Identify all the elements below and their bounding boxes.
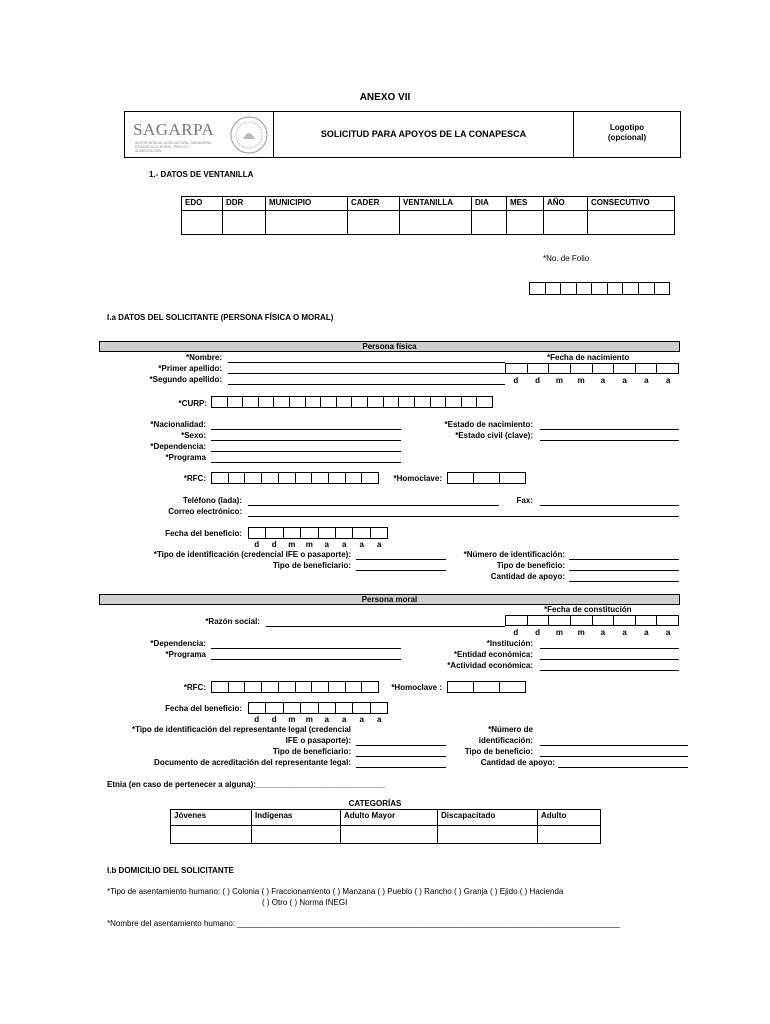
tipo-identificacion-label: *Tipo de identificación (credencial IFE o pasaporte): — [153, 550, 351, 559]
date-letter: a — [377, 715, 382, 724]
folio-boxes[interactable] — [529, 282, 670, 295]
moral-tipo-beneficiario-field[interactable] — [356, 756, 446, 757]
col-ventanilla: VENTANILLA — [400, 197, 472, 211]
fax-field[interactable] — [540, 505, 679, 506]
cell-municipio[interactable] — [266, 211, 348, 235]
header-box — [124, 111, 681, 158]
fecha-constitucion-boxes[interactable] — [505, 615, 679, 626]
fecha-constitucion-label: *Fecha de constitución — [544, 605, 632, 614]
tipo-beneficiario-field[interactable] — [356, 570, 446, 571]
moral-tipo-beneficio-field[interactable] — [540, 756, 688, 757]
tipo-asentamiento-options-2[interactable]: ( ) Otro ( ) Norma INEGI — [262, 898, 348, 907]
correo-field[interactable] — [248, 516, 679, 517]
cantidad-apoyo-field[interactable] — [569, 581, 679, 582]
programa-label: *Programa — [165, 453, 206, 462]
moral-dependencia-field[interactable] — [211, 648, 401, 649]
date-letter: m — [555, 628, 563, 637]
razon-social-field[interactable] — [266, 626, 505, 627]
fecha-nacimiento-label: *Fecha de nacimiento — [547, 353, 630, 362]
tipo-identificacion-field[interactable] — [356, 559, 446, 560]
moral-numero-field[interactable] — [540, 745, 688, 746]
cell-dia[interactable] — [472, 211, 507, 235]
documento-label: Documento de acreditación del representante legal: — [154, 758, 351, 767]
date-letter: a — [644, 376, 649, 385]
moral-rfc-label: *RFC: — [183, 683, 206, 692]
cell-ventanilla[interactable] — [400, 211, 472, 235]
date-letter: a — [622, 628, 627, 637]
tipo-asentamiento-options[interactable]: *Tipo de asentamiento humano: ( ) Colonia ( ) Fraccionamiento ( ) Manzana ( ) Pueblo ( ) Rancho ( ) Granja ( ) Ejido ( ) Hacienda — [107, 887, 564, 896]
cat-indigenas-cell[interactable] — [252, 826, 341, 844]
categorias-title: CATEGORÍAS — [348, 799, 402, 808]
cell-mes[interactable] — [507, 211, 544, 235]
segundo-apellido-field[interactable] — [228, 384, 505, 385]
curp-label: *CURP: — [178, 399, 207, 408]
nombre-field[interactable] — [228, 362, 505, 363]
cantidad-apoyo-label: Cantidad de apoyo: — [490, 572, 565, 581]
estado-nacimiento-label: *Estado de nacimiento: — [444, 420, 533, 429]
date-letter: a — [342, 540, 347, 549]
date-letter: m — [555, 376, 563, 385]
col-consecutivo: CONSECUTIVO — [588, 197, 675, 211]
date-letter: a — [359, 540, 364, 549]
annex-title: ANEXO VII — [359, 92, 411, 103]
moral-fecha-beneficio-label: Fecha del beneficio: — [165, 704, 242, 713]
col-anio: AÑO — [544, 197, 588, 211]
cell-consecutivo[interactable] — [588, 211, 675, 235]
tipo-beneficio-field[interactable] — [569, 570, 679, 571]
cat-adulto: Adulto — [538, 810, 601, 826]
cell-edo[interactable] — [182, 211, 223, 235]
numero-identificacion-label: *Número de identificación: — [463, 550, 565, 559]
fecha-nacimiento-boxes[interactable] — [505, 363, 679, 374]
tipo-id-rep-label-1: *Tipo de identificación del representante legal (credencial — [131, 725, 351, 734]
date-letter: a — [600, 628, 606, 637]
persona-fisica-bar: Persona física — [99, 341, 680, 352]
moral-rfc-boxes[interactable] — [211, 681, 379, 693]
moral-programa-field[interactable] — [211, 659, 401, 660]
moral-tipo-beneficio-label: Tipo de beneficio: — [464, 747, 533, 756]
etnia-field[interactable]: Etnia (en caso de pertenecer a alguna):_____________________________ — [107, 780, 385, 789]
numero-identificacion-field[interactable] — [569, 559, 679, 560]
fecha-beneficio-label: Fecha del beneficio: — [165, 529, 242, 538]
sexo-field[interactable] — [211, 440, 401, 441]
date-letter: a — [665, 628, 671, 637]
date-letter: d — [535, 628, 541, 637]
form-title: SOLICITUD PARA APOYOS DE LA CONAPESCA — [320, 129, 527, 139]
date-letter: a — [622, 376, 627, 385]
correo-label: Correo electrónico: — [168, 507, 242, 516]
moral-tipo-beneficiario-label: Tipo de beneficiario: — [272, 747, 351, 756]
primer-apellido-field[interactable] — [228, 373, 505, 374]
date-letter: a — [377, 540, 382, 549]
estado-civil-field[interactable] — [540, 440, 679, 441]
curp-boxes[interactable] — [211, 396, 493, 408]
ventanilla-table — [181, 196, 675, 235]
razon-social-label: *Razón social: — [205, 617, 260, 626]
fecha-beneficio-format — [248, 540, 388, 549]
moral-cantidad-apoyo-field[interactable] — [558, 767, 688, 768]
dependencia-field[interactable] — [211, 451, 401, 452]
moral-cantidad-apoyo-label: Cantidad de apoyo: — [480, 758, 555, 767]
cat-adulto-mayor-cell[interactable] — [341, 826, 438, 844]
persona-moral-bar: Persona moral — [99, 594, 680, 605]
date-letter: d — [254, 540, 260, 549]
date-letter: a — [600, 376, 606, 385]
col-dia: DIA — [472, 197, 507, 211]
folio-label: *No. de Folio — [543, 254, 590, 263]
date-letter: m — [577, 628, 585, 637]
mexico-seal-icon — [229, 115, 269, 155]
sagarpa-logo-text: SAGARPA — [133, 120, 215, 139]
nacionalidad-label: *Nacionalidad: — [150, 420, 206, 429]
fecha-constitucion-format — [505, 628, 679, 637]
moral-numero-label-1: *Número de — [488, 725, 533, 734]
col-ddr: DDR — [223, 197, 266, 211]
institucion-label: *Institución: — [486, 639, 533, 648]
tipo-beneficio-label: Tipo de beneficio: — [496, 561, 565, 570]
moral-numero-label-2: identificación: — [478, 736, 533, 745]
date-letter: a — [342, 715, 347, 724]
rfc-boxes[interactable] — [211, 472, 379, 484]
logo-placeholder-label: Logotipo — [609, 123, 645, 132]
date-letter: m — [577, 376, 585, 385]
tipo-beneficiario-label: Tipo de beneficiario: — [272, 561, 351, 570]
date-letter: a — [324, 540, 329, 549]
date-letter: d — [535, 376, 541, 385]
entidad-field[interactable] — [540, 659, 679, 660]
date-letter: a — [665, 376, 671, 385]
date-letter: a — [324, 715, 329, 724]
categorias-table — [170, 809, 601, 844]
estado-nacimiento-field[interactable] — [540, 429, 679, 430]
actividad-field[interactable] — [540, 670, 679, 671]
date-letter: a — [644, 628, 649, 637]
sexo-label: *Sexo: — [181, 431, 206, 440]
actividad-label: *Actividad económica: — [447, 661, 533, 670]
sagarpa-logo-subtitle: SECRETARÍA DE AGRICULTURA, GANADERÍA, DESARROLLO RURAL, PESCA Y ALIMENTACIÓN — [135, 141, 212, 153]
section-solicitante-title: I.a DATOS DEL SOLICITANTE (PERSONA FÍSICA O MORAL) — [107, 313, 334, 322]
cat-discapacitado-cell[interactable] — [438, 826, 538, 844]
date-letter: d — [271, 540, 277, 549]
date-letter: m — [305, 715, 313, 724]
date-letter: m — [288, 540, 296, 549]
logo-placeholder-note: (opcional) — [607, 133, 647, 142]
cat-discapacitado: Discapacitado — [438, 810, 538, 826]
homoclave-boxes[interactable] — [447, 472, 526, 484]
cell-cader[interactable] — [348, 211, 400, 235]
programa-field[interactable] — [211, 462, 401, 463]
institucion-field[interactable] — [540, 648, 679, 649]
date-letter: m — [288, 715, 296, 724]
documento-field[interactable] — [356, 767, 446, 768]
moral-programa-label: *Programa — [165, 650, 206, 659]
estado-civil-label: *Estado civil (clave): — [455, 431, 533, 440]
telefono-field[interactable] — [248, 505, 499, 506]
cat-adulto-cell[interactable] — [538, 826, 601, 844]
moral-homoclave-boxes[interactable] — [447, 681, 526, 693]
fax-label: Fax: — [516, 496, 533, 505]
rfc-label: *RFC: — [183, 474, 206, 483]
cat-jovenes-cell[interactable] — [171, 826, 252, 844]
moral-dependencia-label: *Dependencia: — [150, 639, 206, 648]
entidad-label: *Entidad económica: — [453, 650, 533, 659]
cat-adulto-mayor: Adulto Mayor — [341, 810, 438, 826]
fecha-nacimiento-format — [505, 376, 679, 385]
dependencia-label: *Dependencia: — [150, 442, 206, 451]
section-domicilio-title: I.b DOMICILIO DEL SOLICITANTE — [107, 866, 234, 875]
col-mes: MES — [507, 197, 544, 211]
homoclave-label: *Homoclave: — [393, 474, 442, 483]
date-letter: d — [513, 628, 519, 637]
fecha-beneficio-boxes[interactable] — [248, 527, 388, 539]
telefono-label: Teléfono (lada): — [183, 496, 242, 505]
moral-fecha-beneficio-boxes[interactable] — [248, 702, 388, 714]
tipo-id-rep-label-2: IFE o pasaporte): — [285, 736, 351, 745]
cat-jovenes: Jóvenes — [171, 810, 252, 826]
moral-fecha-beneficio-format — [248, 715, 388, 724]
primer-apellido-label: *Primer apellido: — [158, 364, 222, 373]
cell-ddr[interactable] — [223, 211, 266, 235]
tipo-id-rep-field[interactable] — [356, 745, 446, 746]
col-cader: CADER — [348, 197, 400, 211]
section-ventanilla-title: 1.- DATOS DE VENTANILLA — [149, 170, 254, 179]
col-municipio: MUNICIPIO — [266, 197, 348, 211]
date-letter: d — [254, 715, 260, 724]
cell-anio[interactable] — [544, 211, 588, 235]
nombre-label: *Nombre: — [185, 353, 222, 362]
date-letter: d — [271, 715, 277, 724]
cat-indigenas: Indígenas — [252, 810, 341, 826]
nacionalidad-field[interactable] — [211, 429, 401, 430]
nombre-asentamiento-field[interactable]: *Nombre del asentamiento humano: ______________________________________________________________________________________ — [107, 919, 620, 928]
date-letter: d — [513, 376, 519, 385]
moral-homoclave-label: *Homoclave : — [391, 683, 442, 692]
segundo-apellido-label: *Segundo apellido: — [149, 375, 222, 384]
date-letter: m — [305, 540, 313, 549]
date-letter: a — [359, 715, 364, 724]
col-edo: EDO — [182, 197, 223, 211]
